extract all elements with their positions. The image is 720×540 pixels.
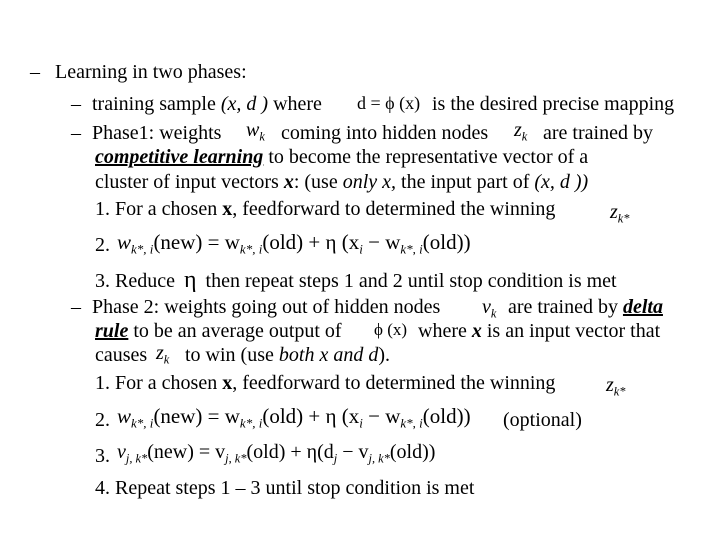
z-k-symbol: $z_k$	[514, 119, 528, 144]
rule-word: rule	[95, 320, 129, 342]
delta-word: delta	[622, 296, 663, 318]
dash: –	[71, 93, 81, 115]
phase1-line1-mid: coming into hidden nodes	[281, 122, 489, 144]
phase1-step2-label: 2.	[95, 234, 110, 256]
dash: –	[30, 61, 40, 83]
phase2-line3-end: to win (use both x and d).	[185, 344, 390, 366]
training-line: – training sample (x, d ) where	[71, 93, 322, 115]
phi-x-symbol: ϕ (x)	[374, 320, 408, 339]
z-kstar-symbol: $z_{k*}$	[610, 201, 630, 226]
heading-text: Learning in two phases:	[55, 61, 247, 83]
v-k-symbol: $v_k$	[482, 296, 497, 321]
optional-note: (optional)	[503, 409, 582, 431]
phase1-line1-end: are trained by	[543, 122, 653, 144]
eta-symbol: η	[183, 267, 197, 293]
top-bullet	[30, 62, 247, 82]
phase1-line1: – Phase1: weights	[71, 122, 222, 144]
z-kstar-symbol-2: $z_{k*}$	[606, 374, 626, 399]
phase1-line2: competitive learning to become the representative vector of a	[95, 146, 589, 168]
phase2-step2-label: 2.	[95, 409, 110, 431]
phase1-line3: cluster of input vectors x: (use only x, the input part of (x, d ))	[95, 171, 589, 193]
mapping-formula: d = ϕ (x)	[357, 93, 421, 113]
phase1-update-equation: $w_{k*, i}(new) = w_{k*, i}(old) + \eta$ $(x_i - w_{k*, i}(old))$	[117, 230, 471, 257]
phase2-line3-start: causes	[95, 344, 148, 366]
phase2-line2: rule to be an average output of	[95, 320, 342, 342]
v-update-equation: $v_{j, k*}(new) = v_{j, k*}(old) + \eta(d_j - v_{j, k*}(old))$	[117, 441, 436, 466]
competitive-learning: competitive learning	[95, 146, 264, 168]
phase1-step3: 3. Reduce η then repeat steps 1 and 2 until stop condition is met	[95, 267, 617, 293]
phase1-step1: 1. For a chosen x, feedforward to determined the winning	[95, 198, 556, 220]
phase2-step4: 4. Repeat steps 1 – 3 until stop condition is met	[95, 477, 475, 499]
phase2-line1-end: are trained by delta	[508, 296, 663, 318]
z-k-symbol-2: $z_k$	[156, 342, 170, 367]
w-k-symbol: $w_k$	[246, 119, 265, 144]
phase2-step1: 1. For a chosen x, feedforward to determined the winning	[95, 372, 556, 394]
dash: –	[71, 296, 81, 318]
dash: –	[71, 122, 81, 144]
phase2-step3-label: 3.	[95, 445, 110, 467]
phase2-line2-end: where x is an input vector that	[418, 320, 661, 342]
training-line-end: is the desired precise mapping	[432, 93, 675, 115]
phase2-line1: – Phase 2: weights going out of hidden nodes	[71, 296, 441, 318]
phase2-update-equation: $w_{k*, i}(new) = w_{k*, i}(old) + \eta$ $(x_i - w_{k*, i}(old))$	[117, 404, 471, 431]
